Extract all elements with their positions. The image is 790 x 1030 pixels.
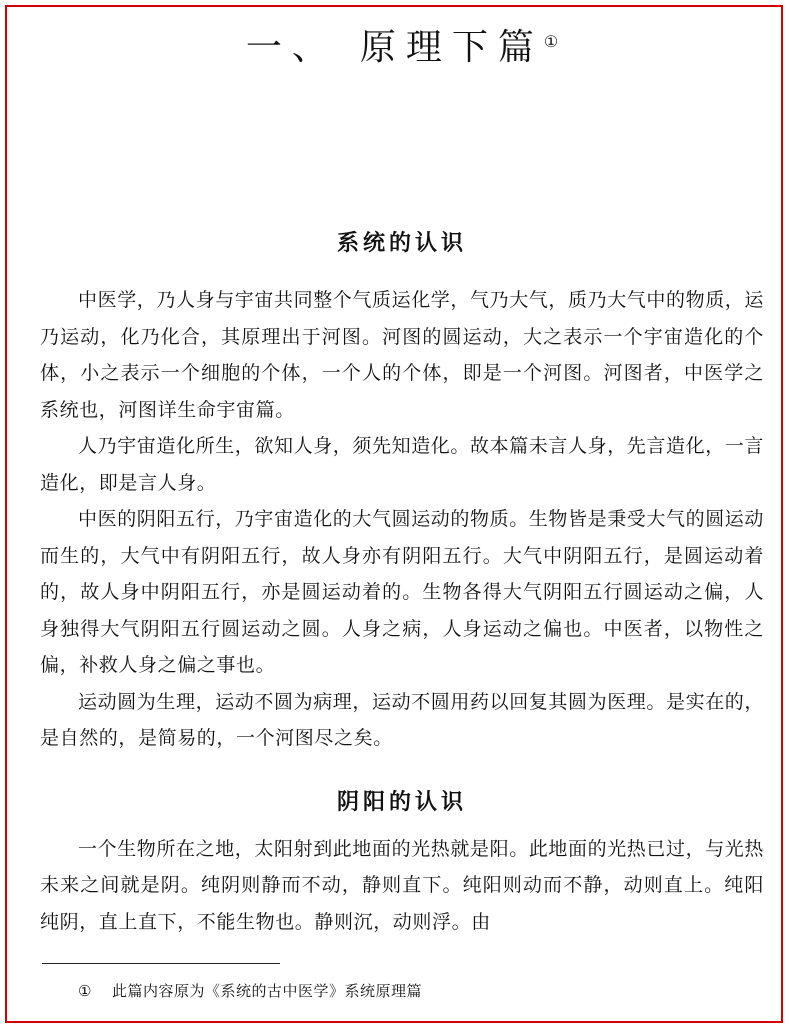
body-paragraph: 运动圆为生理，运动不圆为病理，运动不圆用药以回复其圆为医理。是实在的，是自然的，是简易的，一个河图尽之矣。 bbox=[40, 690, 765, 749]
body-paragraph: 一个生物所在之地，太阳射到此地面的光热就是阳。此地面的光热已过，与光热未来之间就是阴。纯阴则静而不动，静则直下。纯阳则动而不静，动则直上。纯阳纯阴，直上直下，不能生物也。静则沉，动则浮。由 bbox=[40, 837, 765, 933]
section-heading-yinyang: 阴阳的认识 bbox=[336, 789, 467, 815]
chapter-number: 一、 bbox=[245, 27, 338, 68]
chapter-title bbox=[40, 20, 764, 92]
footnote-mark: ① bbox=[78, 982, 92, 1000]
footnote-divider bbox=[42, 963, 280, 964]
footnote-reference-mark[interactable]: ① bbox=[543, 32, 559, 51]
body-paragraph: 中医学，乃人身与宇宙共同整个气质运化学，气乃大气，质乃大气中的物质，运乃运动，化乃化合，其原理出于河图。河图的圆运动，大之表示一个宇宙造化的个体，小之表示一个细胞的个体，一个人的个体，即是一个河图。河图者，中医学之系统也，河图详生命宇宙篇。 bbox=[40, 289, 765, 421]
chapter-title-text: 原理下篇 bbox=[359, 27, 544, 68]
section-heading-system: 系统的认识 bbox=[336, 231, 467, 256]
document-page bbox=[40, 20, 764, 940]
body-paragraph: 中医的阴阳五行，乃宇宙造化的大气圆运动的物质。生物皆是秉受大气的圆运动而生的，大气中有阴阳五行，故人身亦有阴阳五行。大气中阴阳五行，是圆运动着的，故人身中阴阳五行，亦是圆运动着的。生物各得大气阴阳五行圆运动之偏，人身独得大气阴阳五行圆运动之圆。人身之病，人身运动之偏也。中医者，以物性之偏，补救人身之偏之事也。 bbox=[40, 508, 765, 676]
footnote-text: 此篇内容原为《系统的古中医学》系统原理篇 bbox=[111, 982, 422, 1000]
body-paragraph: 人乃宇宙造化所生，欲知人身，须先知造化。故本篇未言人身，先言造化，一言造化，即是言人身。 bbox=[40, 435, 765, 494]
footnote bbox=[78, 980, 422, 1002]
